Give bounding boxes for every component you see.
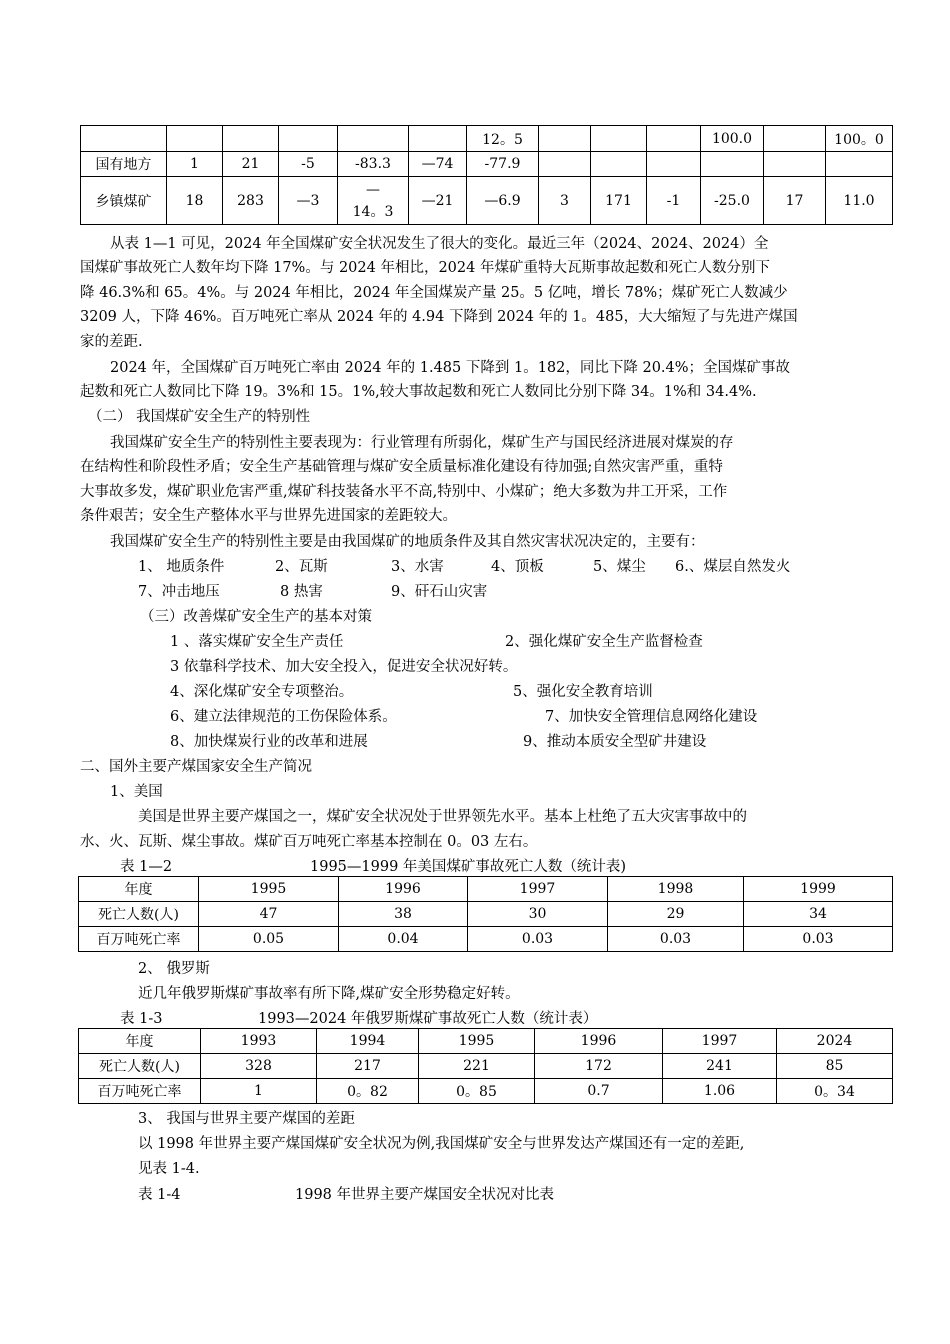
table-cell: 11.0 — [826, 177, 893, 225]
table-cell: 0.03 — [744, 927, 893, 952]
table-cell: — 14。3 — [338, 177, 409, 225]
table-cell: 国有地方 — [81, 152, 167, 177]
list-item: 3 依靠科学技术、加大安全投入，促进安全状况好转。 — [170, 659, 518, 675]
text-line: 美国是世界主要产煤国之一，煤矿安全状况处于世界领先水平。基本上杜绝了五大灾害事故中的 — [138, 809, 747, 825]
table-cell: 328 — [201, 1054, 317, 1079]
list-item: 5、煤尘 — [593, 559, 646, 575]
table-cell — [539, 152, 591, 177]
table-cell: 241 — [663, 1054, 777, 1079]
text-line: 2024 年，全国煤矿百万吨死亡率由 2024 年的 1.485 下降到 1。182，同比下降 20.4%；全国煤矿事故 — [110, 360, 791, 376]
caption-title: 1998 年世界主要产煤国安全状况对比表 — [295, 1187, 555, 1203]
text-line: 起数和死亡人数同比下降 19。3%和 15。1%,较大事故起数和死亡人数同比分别下降 34。1%和 34.4%. — [80, 384, 757, 400]
table-cell — [409, 126, 467, 152]
list-item: 6、建立法律规范的工伤保险体系。 — [170, 709, 397, 725]
table-cell: 47 — [199, 902, 339, 927]
table-row — [79, 1054, 893, 1079]
subsection-heading: 2、 俄罗斯 — [138, 961, 210, 977]
list-item: 9、矸石山灾害 — [391, 584, 488, 600]
table-header-cell: 1995 — [199, 877, 339, 902]
table-header-cell: 1998 — [608, 877, 744, 902]
table-header-cell: 1996 — [535, 1029, 663, 1054]
text-line: 条件艰苦；安全生产整体水平与世界先进国家的差距较大。 — [80, 508, 457, 524]
text-line: 水、火、瓦斯、煤尘事故。煤矿百万吨死亡率基本控制在 0。03 左右。 — [80, 834, 538, 850]
section-heading: （三）改善煤矿安全生产的基本对策 — [140, 609, 372, 625]
table-cell: 38 — [339, 902, 468, 927]
table-cell — [338, 126, 409, 152]
list-item: 4、顶板 — [491, 559, 544, 575]
text-line: 国煤矿事故死亡人数年均下降 17%。与 2024 年相比，2024 年煤矿重特大瓦斯事故起数和死亡人数分别下 — [80, 260, 770, 276]
table-cell: -83.3 — [338, 152, 409, 177]
table-cell — [591, 152, 647, 177]
table-cell: 1.06 — [663, 1079, 777, 1104]
table-1-2-usa — [78, 876, 893, 952]
paragraph-russia: 近几年俄罗斯煤矿事故率有所下降,煤矿安全形势稳定好转。 — [138, 986, 520, 1002]
list-item: 9、推动本质安全型矿井建设 — [523, 734, 707, 750]
table-cell: -25.0 — [701, 177, 764, 225]
table-cell: 100。0 — [826, 126, 893, 152]
table-cell — [279, 126, 338, 152]
table-header-cell: 1997 — [663, 1029, 777, 1054]
table-header-cell: 年度 — [79, 877, 199, 902]
table-cell: 18 — [167, 177, 223, 225]
table-cell: 0。82 — [317, 1079, 419, 1104]
list-item: 4、深化煤矿安全专项整治。 — [170, 684, 354, 700]
list-item: 5、强化安全教育培训 — [513, 684, 653, 700]
caption-title: 1995—1999 年美国煤矿事故死亡人数（统计表) — [310, 859, 627, 875]
table-cell: 0。85 — [419, 1079, 535, 1104]
table-cell: 百万吨死亡率 — [79, 927, 199, 952]
table-cell: —3 — [279, 177, 338, 225]
part-heading: 二、国外主要产煤国家安全生产简况 — [80, 759, 312, 775]
table-cell — [701, 152, 764, 177]
table-row — [79, 927, 893, 952]
table-cell: 0.05 — [199, 927, 339, 952]
table-header-cell: 1999 — [744, 877, 893, 902]
list-item: 8、加快煤炭行业的改革和进展 — [170, 734, 368, 750]
list-item: 8 热害 — [280, 584, 323, 600]
table-cell — [647, 152, 701, 177]
paragraph-causes: 我国煤矿安全生产的特别性主要是由我国煤矿的地质条件及其自然灾害状况决定的，主要有： — [110, 534, 705, 550]
caption-label: 表 1-3 — [120, 1011, 163, 1027]
table-cell: 172 — [535, 1054, 663, 1079]
list-item: 7、加快安全管理信息网络化建设 — [545, 709, 758, 725]
subsection-heading: 3、 我国与世界主要产煤国的差距 — [138, 1111, 355, 1127]
text-line: 以 1998 年世界主要产煤国煤矿安全状况为例,我国煤矿安全与世界发达产煤国还有一定的差距, — [138, 1136, 745, 1152]
table-row — [79, 1029, 893, 1054]
table-cell: 30 — [468, 902, 608, 927]
table-cell: 0.03 — [468, 927, 608, 952]
table-cell — [647, 126, 701, 152]
table-1-1-continuation — [80, 125, 893, 225]
table-cell: 221 — [419, 1054, 535, 1079]
table-cell: 3 — [539, 177, 591, 225]
text-line: 从表 1—1 可见，2024 年全国煤矿安全状况发生了很大的变化。最近三年（2024、2024、2024）全 — [110, 236, 769, 252]
section-heading: （二） 我国煤矿安全生产的特别性 — [88, 409, 311, 425]
table-cell: 1 — [201, 1079, 317, 1104]
table-row — [79, 902, 893, 927]
table-cell: 171 — [591, 177, 647, 225]
table-row — [81, 126, 893, 152]
table-cell: -5 — [279, 152, 338, 177]
table-cell — [826, 152, 893, 177]
table-cell — [764, 126, 826, 152]
table-cell: 85 — [777, 1054, 893, 1079]
table-cell: —6.9 — [467, 177, 539, 225]
table-header-cell: 1995 — [419, 1029, 535, 1054]
table-cell: 百万吨死亡率 — [79, 1079, 201, 1104]
text-line: 见表 1-4. — [138, 1161, 200, 1177]
table-cell — [591, 126, 647, 152]
table-header-cell: 年度 — [79, 1029, 201, 1054]
table-cell: 死亡人数(人) — [79, 1054, 201, 1079]
text-line: 家的差距. — [80, 334, 143, 350]
table-cell: -77.9 — [467, 152, 539, 177]
table-cell: 283 — [223, 177, 279, 225]
caption-label: 表 1-4 — [138, 1187, 181, 1203]
table-row — [79, 877, 893, 902]
list-item: 7、冲击地压 — [138, 584, 220, 600]
list-item: 2、强化煤矿安全生产监督检查 — [505, 634, 703, 650]
text-line: 在结构性和阶段性矛盾；安全生产基础管理与煤矿安全质量标准化建设有待加强;自然灾害严重，重特 — [80, 459, 723, 475]
text-line: 大事故多发，煤矿职业危害严重,煤矿科技装备水平不高,特别中、小煤矿；绝大多数为井工开采，工作 — [80, 484, 728, 500]
table-cell: 1 — [167, 152, 223, 177]
table-row — [79, 1079, 893, 1104]
table-cell: 0。34 — [777, 1079, 893, 1104]
table-header-cell: 1994 — [317, 1029, 419, 1054]
list-item: 6.、煤层自然发火 — [675, 559, 791, 575]
text-line: 3209 人，下降 46%。百万吨死亡率从 2024 年的 4.94 下降到 2024 年的 1。485，大大缩短了与先进产煤国 — [80, 309, 798, 325]
list-item: 3、水害 — [391, 559, 444, 575]
text-line: 我国煤矿安全生产的特别性主要表现为：行业管理有所弱化，煤矿生产与国民经济进展对煤炭的存 — [110, 435, 734, 451]
table-cell: 12。5 — [467, 126, 539, 152]
table-cell: 乡镇煤矿 — [81, 177, 167, 225]
table-cell: 17 — [764, 177, 826, 225]
table-row — [81, 152, 893, 177]
list-item: 1、 地质条件 — [138, 559, 225, 575]
subsection-heading: 1、美国 — [110, 784, 163, 800]
table-cell: 死亡人数(人) — [79, 902, 199, 927]
table-cell: 21 — [223, 152, 279, 177]
list-item: 1 、落实煤矿安全生产责任 — [170, 634, 344, 650]
table-cell: 0.04 — [339, 927, 468, 952]
table-row — [81, 177, 893, 225]
table-cell — [81, 126, 167, 152]
table-header-cell: 1997 — [468, 877, 608, 902]
table-cell: 0.03 — [608, 927, 744, 952]
caption-label: 表 1—2 — [120, 859, 173, 875]
table-header-cell: 2024 — [777, 1029, 893, 1054]
list-item: 2、瓦斯 — [275, 559, 328, 575]
table-cell: -1 — [647, 177, 701, 225]
table-header-cell: 1996 — [339, 877, 468, 902]
table-cell: 100.0 — [701, 126, 764, 152]
table-cell — [764, 152, 826, 177]
table-cell: 29 — [608, 902, 744, 927]
table-cell: —74 — [409, 152, 467, 177]
table-cell — [539, 126, 591, 152]
table-cell: 217 — [317, 1054, 419, 1079]
table-cell: 34 — [744, 902, 893, 927]
text-line: 降 46.3%和 65。4%。与 2024 年相比，2024 年全国煤炭产量 25。5 亿吨，增长 78%；煤矿死亡人数减少 — [80, 285, 788, 301]
table-cell — [223, 126, 279, 152]
table-cell — [167, 126, 223, 152]
table-1-3-russia — [78, 1028, 893, 1104]
table-header-cell: 1993 — [201, 1029, 317, 1054]
caption-title: 1993—2024 年俄罗斯煤矿事故死亡人数（统计表） — [258, 1011, 598, 1027]
table-cell: —21 — [409, 177, 467, 225]
table-cell: 0.7 — [535, 1079, 663, 1104]
